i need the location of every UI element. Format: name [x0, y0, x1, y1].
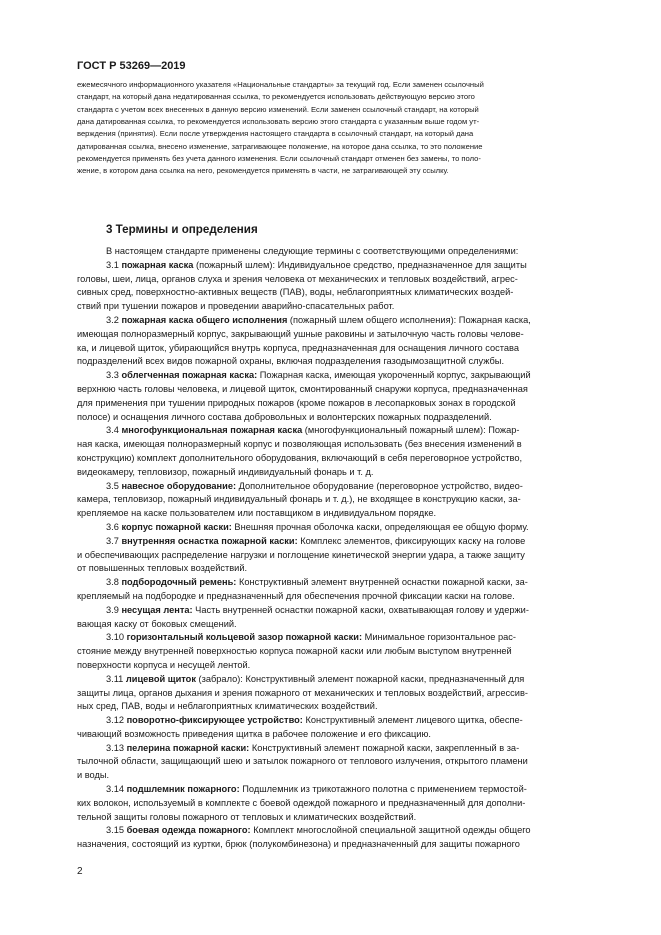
- term-first-line: [77, 742, 582, 756]
- term-entry: [77, 631, 582, 672]
- term-entry: [77, 742, 582, 783]
- term-name: горизонтальный кольцевой зазор пожарной каски:: [126, 632, 363, 643]
- term-definition-line: и воды.: [77, 770, 110, 781]
- term-definition-line: назначения, состоящий из куртки, брюк (полукомбинезона) и предназначенный для защиты пожарного: [77, 839, 520, 850]
- term-definition-line: ствий при тушении пожаров и проведении аварийно-спасательных работ.: [77, 301, 395, 312]
- term-first-line: [77, 604, 582, 618]
- term-number: 3.15: [106, 825, 125, 836]
- term-first-line: [77, 424, 582, 438]
- term-definition-line: полосе) и оснащения личного состава добровольных и волонтерских пожарных подразделений.: [77, 411, 492, 422]
- term-entry: [77, 604, 582, 632]
- page-number: 2: [77, 866, 83, 877]
- note-line: рекомендуется применять без учета данного изменения. Если ссылочный стандарт отменен без замены, то поло-: [77, 154, 481, 164]
- term-first-line: [77, 783, 582, 797]
- term-definition-line: от повышенных тепловых воздействий.: [77, 563, 248, 574]
- term-definition-line: и обеспечивающих распределение нагрузки и поглощение кинетической энергии удара, а также защиту: [77, 549, 525, 560]
- term-first-line: [77, 824, 582, 838]
- term-entry: [77, 824, 582, 852]
- note-line: датированная ссылка, внесено изменение, затрагивающее положение, на которое дана ссылка, то это положение: [77, 141, 483, 151]
- term-definition-line: верхнюю часть головы человека, и лицевой щиток, смонтированный снаружи корпуса, предназначенная: [77, 383, 528, 394]
- term-first-line: [77, 673, 582, 687]
- term-first-line: [77, 480, 582, 494]
- term-name: многофункциональная пожарная каска: [121, 425, 303, 436]
- term-first-line: [77, 259, 582, 273]
- term-first-line: [77, 369, 582, 383]
- term-number: 3.12: [106, 715, 125, 726]
- term-number: 3.13: [106, 742, 125, 753]
- term-first-line: [77, 631, 582, 645]
- term-definition-line: головы, шеи, лица, органов слуха и зрения человека от механических и тепловых воздействий, агрес-: [77, 273, 518, 284]
- term-definition-line: камера, тепловизор, пожарный индивидуальный фонарь и т. д.), не входящее в конструкцию каски, за-: [77, 494, 521, 505]
- term-number: 3.6: [106, 521, 119, 532]
- term-definition-line: тельной защиты головы пожарного от тепловых и климатических воздействий.: [77, 811, 417, 822]
- term-definition-start: Дополнительное оборудование (переговорное устройство, видео-: [236, 480, 523, 491]
- term-definition-start: Подшлемник из трикотажного полотна с применением термостой-: [239, 784, 527, 795]
- note-line: стандарт, на который дана недатированная ссылка, то рекомендуется использовать действующую версию этого: [77, 92, 475, 102]
- term-definition-start: Комплект многослойной специальной защитной одежды общего: [250, 825, 531, 836]
- term-entry: [77, 259, 582, 314]
- term-definition-line: тылочной области, защищающий шею и затылок пожарного от теплового излучения, открытого пламени: [77, 756, 528, 767]
- term-first-line: [77, 521, 582, 535]
- note-line: верждения (принятия). Если после утверждения настоящего стандарта в ссылочный стандарт, на который дана: [77, 129, 474, 139]
- term-definition-start: Комплекс элементов, фиксирующих каску на голове: [297, 535, 526, 546]
- reference-note: [77, 79, 582, 178]
- term-number: 3.7: [106, 535, 119, 546]
- term-definition-line: защиты лица, органов дыхания и зрения пожарного от механических и тепловых воздействий, агрессив-: [77, 687, 528, 698]
- term-definition-start: (забрало): Конструктивный элемент пожарной каски, предназначенный для: [195, 673, 525, 684]
- term-definition-line: поверхности корпуса и несущей лентой.: [77, 659, 251, 670]
- note-line: жение, в котором дана ссылка на него, рекомендуется применять в части, не затрагивающей эту ссылку.: [77, 166, 449, 176]
- term-definition-line: крепляемый на подбородке и предназначенный для обеспечения прочной фиксации каски на голове.: [77, 590, 515, 601]
- term-number: 3.3: [106, 370, 119, 381]
- term-definition-line: крепляемое на каске пользователем или поставщиком в индивидуальном порядке.: [77, 508, 437, 519]
- term-number: 3.4: [106, 425, 119, 436]
- term-definition-start: Внешняя прочная оболочка каски, определяющая ее общую форму.: [231, 521, 529, 532]
- term-definition-start: Конструктивный элемент внутренней оснастки пожарной каски, за-: [236, 577, 528, 588]
- term-number: 3.11: [106, 673, 124, 684]
- term-name: подбородочный ремень:: [121, 577, 237, 588]
- term-entry: [77, 521, 582, 535]
- term-name: пожарная каска: [121, 259, 194, 270]
- term-definition-start: (многофункциональный пожарный шлем): Пожар-: [302, 425, 520, 436]
- term-entry: [77, 673, 582, 714]
- term-entry: [77, 480, 582, 521]
- term-first-line: [77, 535, 582, 549]
- terms-body: [77, 245, 582, 852]
- term-number: 3.14: [106, 784, 125, 795]
- term-name: лицевой щиток: [125, 673, 196, 684]
- section-intro: В настоящем стандарте применены следующие термины с соответствующими определениями:: [106, 246, 519, 256]
- term-number: 3.8: [106, 577, 119, 588]
- term-entry: [77, 424, 582, 479]
- term-definition-start: Пожарная каска, имеющая укороченный корпус, закрывающий: [257, 370, 531, 381]
- term-definition-line: подразделений всех видов пожарной охраны, включая подразделения газодымозащитной службы.: [77, 356, 505, 367]
- term-first-line: [77, 576, 582, 590]
- term-number: 3.10: [106, 632, 125, 643]
- term-name: боевая одежда пожарного:: [126, 825, 251, 836]
- term-name: внутренняя оснастка пожарной каски:: [121, 535, 298, 546]
- document-code-header: ГОСТ Р 53269—2019: [77, 60, 186, 72]
- section-title: 3 Термины и определения: [106, 223, 258, 236]
- term-first-line: [77, 714, 582, 728]
- term-entry: [77, 314, 582, 369]
- term-number: 3.5: [106, 480, 119, 491]
- term-definition-line: видеокамеру, тепловизор, пожарный индивидуальный фонарь и т. д.: [77, 466, 374, 477]
- term-name: навесное оборудование:: [121, 480, 237, 491]
- note-line: стандарта с учетом всех внесенных в данную версию изменений. Если заменен ссылочный стандарт, на который: [77, 104, 479, 114]
- note-line: ежемесячного информационного указателя «Национальные стандарты» за текущий год. Если заменен ссылочный: [77, 80, 484, 89]
- term-definition-line: стояние между внутренней поверхностью корпуса пожарной каски или любым выступом внутренней: [77, 646, 512, 657]
- term-entry: [77, 369, 582, 424]
- term-entry: [77, 714, 582, 742]
- term-definition-start: (пожарный шлем): Индивидуальное средство, предназначенное для защиты: [193, 259, 527, 270]
- term-number: 3.1: [106, 259, 119, 270]
- term-definition-line: чивающий возможность приведения щитка в рабочее положение и его фиксацию.: [77, 728, 431, 739]
- term-definition-line: ная каска, имеющая полноразмерный корпус и позволяющая использовать (без внесения изменений в: [77, 439, 522, 450]
- term-name: поворотно-фиксирующее устройство:: [126, 715, 303, 726]
- term-entry: [77, 576, 582, 604]
- term-definition-start: (пожарный шлем общего исполнения): Пожарная каска,: [287, 314, 531, 325]
- term-name: пожарная каска общего исполнения: [121, 314, 288, 325]
- term-definition-line: ка, и лицевой щиток, убирающийся внутрь корпуса, предназначенная для оснащения личного состава: [77, 342, 519, 353]
- term-number: 3.9: [106, 604, 119, 615]
- term-definition-line: вающая каску от боковых смещений.: [77, 618, 237, 629]
- term-definition-start: Минимальное горизонтальное рас-: [362, 632, 516, 643]
- term-number: 3.2: [106, 314, 119, 325]
- term-definition-line: ких волокон, используемый в комплекте с боевой одеждой пожарного и предназначенный для дополни-: [77, 797, 526, 808]
- term-name: подшлемник пожарного:: [126, 784, 240, 795]
- term-definition-start: Конструктивный элемент лицевого щитка, обеспе-: [302, 715, 523, 726]
- term-definition-line: имеющая полноразмерный корпус, закрывающий ушные раковины и затылочную часть головы челове-: [77, 328, 524, 339]
- term-definition-line: конструкцию) комплект дополнительного оборудования, включающий в себя переговорное устройство,: [77, 452, 523, 463]
- term-entry: [77, 535, 582, 576]
- term-name: облегченная пожарная каска:: [121, 370, 258, 381]
- term-definition-line: сивных сред, поверхностно-активных веществ (ПАВ), воды, неблагоприятных климатических воздей-: [77, 287, 514, 298]
- terms-list: [77, 259, 582, 852]
- term-definition-start: Часть внутренней оснастки пожарной каски, охватывающая голову и удержи-: [192, 604, 529, 615]
- term-name: корпус пожарной каски:: [121, 521, 232, 532]
- term-entry: [77, 783, 582, 824]
- term-first-line: [77, 314, 582, 328]
- term-definition-line: для применения при тушении природных пожаров (кроме пожаров в лесопарковых зонах в городской: [77, 397, 516, 408]
- term-name: пелерина пожарной каски:: [126, 742, 250, 753]
- term-name: несущая лента:: [121, 604, 193, 615]
- term-definition-line: ных сред, ПАВ, воды и неблагоприятных климатических воздействий.: [77, 701, 378, 712]
- note-line: дана датированная ссылка, то рекомендуется использовать версию этого стандарта с указанным выше годом ут-: [77, 117, 480, 127]
- term-definition-start: Конструктивный элемент пожарной каски, закрепленный в за-: [249, 742, 520, 753]
